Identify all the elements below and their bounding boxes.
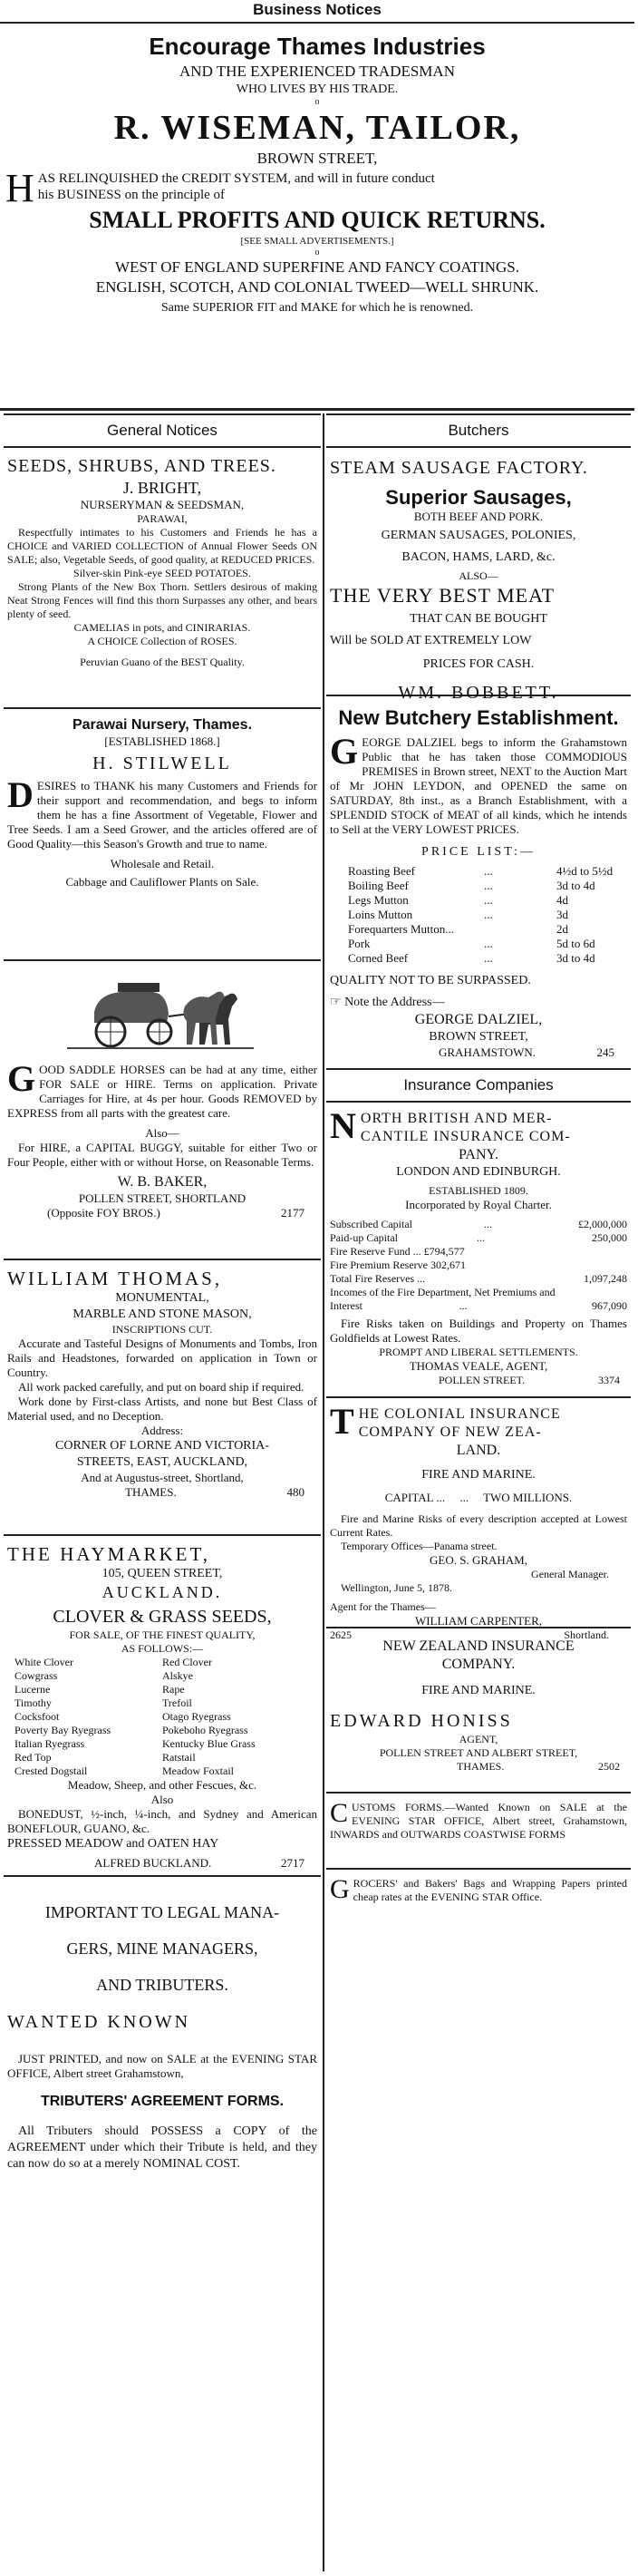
- nz-insurance-ad: [326, 1628, 631, 1793]
- nb-cities: LONDON AND EDINBURGH.: [396, 1165, 561, 1179]
- column-divider: [323, 413, 324, 2571]
- drop-cap: G: [330, 1874, 350, 1904]
- thomas-mason: MARBLE AND STONE MASON,: [72, 1307, 252, 1321]
- drop-cap: G: [7, 1058, 36, 1099]
- parawai-ad: [4, 709, 321, 961]
- bobbett-name: WM. BOBBETT.: [398, 683, 559, 703]
- grocers-body: ROCERS' and Bakers' Bags and Wrapping Papers printed cheap rates at the EVENING STAR Office.: [353, 1877, 627, 1903]
- dalziel-ad: [326, 696, 631, 1070]
- colonial-ad: [326, 1398, 631, 1641]
- ad-number: 3374: [598, 1374, 620, 1386]
- honiss-thames: THAMES.: [457, 1760, 505, 1773]
- price-item: Legs Mutton: [348, 893, 409, 907]
- thomas-monumental: MONUMENTAL,: [115, 1291, 209, 1305]
- price-row: [330, 908, 627, 922]
- price-row: [330, 937, 627, 951]
- haymarket-street: 105, QUEEN STREET,: [102, 1567, 223, 1580]
- bright-body: Respectfully intimates to his Customers and Friends he has a CHOICE and VARIED COLLECTION of Annual Flower Seeds ON SALE; also, Vegetable Seeds, of good quality, at REDUCED PRICES.: [7, 526, 317, 566]
- general-notices-header: General Notices: [4, 413, 321, 448]
- baker-ad: [4, 961, 321, 1260]
- financial-row: [330, 1299, 627, 1313]
- section-banner: Business Notices: [0, 0, 634, 24]
- financial-value: [564, 1286, 627, 1299]
- financial-row: [330, 1218, 627, 1231]
- bright-trade: NURSERYMAN & SEEDSMAN,: [80, 498, 245, 511]
- tweed-line: ENGLISH, SCOTCH, AND COLONIAL TWEED—WELL SHRUNK.: [95, 278, 539, 296]
- financial-dots: ...: [483, 1218, 492, 1230]
- thomas-body-3: Work done by First-class Artists, and none but Best Class of Material used, and no Deception.: [7, 1395, 317, 1423]
- dalziel-body: EORGE DALZIEL begs to inform the Grahamstown Public that he has taken those COMMODIOUS PREMISES in Brown street, NEXT to the Auction Mart of Mr JOHN LEYDON, and OPENED the same on SATURDAY, 8th inst., as a Branch Establishment, with a SPLENDID STOCK of MEAT of all kinds, which he intends to Sell at the VERY LOWEST PRICES.: [330, 735, 627, 836]
- financial-dots: ...: [477, 1231, 485, 1244]
- price-row: [330, 922, 627, 937]
- financial-label: Incomes of the Fire Department, Net Premiums and: [330, 1286, 556, 1298]
- bobbett-best: THE VERY BEST MEAT: [330, 584, 556, 607]
- seed-item: Otago Ryegrass: [162, 1710, 231, 1723]
- legal-body-2: All Tributers should POSSESS a COPY of the AGREEMENT under which their Tribute is held, and they can now do so at a merely NOMINAL COST.: [7, 2124, 317, 2171]
- financial-value: £2,000,000: [577, 1218, 627, 1230]
- financial-dots: ...: [459, 1299, 468, 1312]
- nb-title-1: ORTH BRITISH AND MER-: [360, 1111, 553, 1126]
- top-divider: [0, 408, 634, 411]
- legal-ad: [4, 1877, 321, 2171]
- nb-risks: Fire Risks taken on Buildings and Property on Thames Goldfields at Lowest Rates.: [330, 1317, 627, 1345]
- drop-cap: D: [7, 774, 34, 815]
- bright-name: J. BRIGHT,: [122, 479, 202, 497]
- price-dots: ...: [484, 893, 493, 907]
- nb-established: ESTABLISHED 1809.: [429, 1184, 528, 1197]
- financial-value: 250,000: [592, 1231, 627, 1244]
- tributers-forms: TRIBUTERS' AGREEMENT FORMS.: [40, 2094, 285, 2109]
- price-row: [330, 951, 627, 966]
- legal-line-1: IMPORTANT TO LEGAL MANA-: [44, 1903, 280, 1921]
- price-item: Corned Beef: [348, 951, 409, 965]
- price-dots: ...: [484, 908, 493, 921]
- financial-value: 967,090: [591, 1299, 627, 1312]
- colonial-agent-for: Agent for the Thames—: [330, 1600, 436, 1613]
- financial-value: [564, 1259, 627, 1272]
- ad-number: 245: [596, 1045, 614, 1059]
- colonial-capital: CAPITAL ... ... TWO MILLIONS.: [384, 1491, 573, 1504]
- thomas-address-1: CORNER OF LORNE AND VICTORIA-: [55, 1439, 269, 1453]
- bobbett-prices: PRICES FOR CASH.: [422, 657, 535, 671]
- colonial-date: Wellington, June 5, 1878.: [341, 1581, 453, 1594]
- drop-cap: N: [330, 1105, 357, 1146]
- baker-address: POLLEN STREET, SHORTLAND: [78, 1191, 246, 1205]
- colonial-fire-marine: FIRE AND MARINE.: [421, 1468, 536, 1482]
- price-value: 4½d to 5½d: [556, 864, 614, 878]
- bright-place: PARAWAI,: [137, 512, 188, 525]
- price-item: Pork: [348, 937, 371, 950]
- parawai-body: ESIRES to THANK his many Customers and Friends for their support and recommendation, and begs to inform them he has a fine Assortment of Vegetable, Flower and Tree Seeds. I am a Seed Grower, and the articles offered are of Good Quality—this Season's Growth and true to name.: [7, 779, 317, 851]
- haymarket-title: THE HAYMARKET,: [7, 1543, 210, 1565]
- price-value: 3d: [556, 908, 568, 921]
- dalziel-quality: QUALITY NOT TO BE SURPASSED.: [330, 974, 531, 987]
- right-column: [326, 413, 631, 1931]
- tailor-name: R. WISEMAN, TAILOR,: [113, 109, 521, 147]
- price-value: 4d: [556, 893, 568, 907]
- colonial-title-2: COMPANY OF NEW ZEA-: [358, 1424, 542, 1440]
- bright-thorn: Strong Plants of the New Box Thorn. Settlers desirous of making Neat Strong Fences will find this thorn Surpasses any other, and bears plenty of seed.: [7, 580, 317, 620]
- nb-agent: THOMAS VEALE, AGENT,: [409, 1359, 548, 1373]
- seed-item: Red Clover: [162, 1656, 212, 1668]
- financial-value: 1,097,248: [583, 1272, 627, 1285]
- price-row: [330, 893, 627, 908]
- nb-title-3: PANY.: [458, 1147, 499, 1162]
- carriage-illustration: [58, 967, 266, 1057]
- butchers-header: Butchers: [326, 413, 631, 448]
- nb-charter: Incorporated by Royal Charter.: [405, 1198, 552, 1211]
- financial-row: [330, 1231, 627, 1245]
- seed-item: Trefoil: [162, 1696, 192, 1709]
- thomas-title: WILLIAM THOMAS,: [7, 1268, 223, 1289]
- parawai-wholesale: Wholesale and Retail.: [110, 857, 215, 870]
- insurance-header: Insurance Companies: [326, 1070, 631, 1103]
- financial-label: Fire Reserve Fund ... £794,577: [330, 1245, 465, 1258]
- seed-item: Cowgrass: [14, 1669, 58, 1682]
- colonial-title-1: HE COLONIAL INSURANCE: [358, 1406, 561, 1422]
- colonial-title-3: LAND.: [456, 1443, 501, 1458]
- baker-also: Also—: [145, 1126, 179, 1140]
- haymarket-follows: AS FOLLOWS:—: [121, 1642, 204, 1655]
- bright-ad: [4, 448, 321, 709]
- parawai-cabbage: Cabbage and Cauliflower Plants on Sale.: [65, 875, 259, 889]
- honiss-agent: AGENT,: [459, 1733, 498, 1745]
- separator: o: [314, 97, 320, 107]
- bobbett-superior: Superior Sausages,: [385, 486, 572, 509]
- bobbett-german: GERMAN SAUSAGES, POLONIES,: [381, 529, 576, 542]
- haymarket-fescues: Meadow, Sheep, and other Fescues, &c.: [67, 1778, 257, 1792]
- bobbett-also: ALSO—: [459, 569, 498, 582]
- drop-cap: G: [330, 731, 359, 772]
- drop-cap: C: [330, 1798, 349, 1828]
- ad-number: 2177: [281, 1206, 304, 1220]
- seed-item: Alskye: [162, 1669, 193, 1682]
- price-item: Forequarters Mutton...: [348, 922, 454, 936]
- financial-row: [330, 1286, 627, 1299]
- nb-pollen: POLLEN STREET.: [439, 1374, 526, 1386]
- bright-camelias: CAMELIAS in pots, and CINIRARIAS.: [73, 621, 251, 634]
- ad-slogan: SMALL PROFITS AND QUICK RETURNS.: [89, 207, 546, 233]
- seed-item: Ratstail: [162, 1751, 196, 1764]
- legal-line-2: GERS, MINE MANAGERS,: [66, 1939, 258, 1958]
- seed-item: Pokeboho Ryegrass: [162, 1724, 248, 1736]
- parawai-title: Parawai Nursery, Thames.: [72, 717, 253, 733]
- bobbett-title: STEAM SAUSAGE FACTORY.: [330, 458, 588, 478]
- bobbett-bacon: BACON, HAMS, LARD, &c.: [401, 550, 556, 564]
- dalziel-town: GRAHAMSTOWN.: [439, 1045, 536, 1059]
- coatings-line: WEST OF ENGLAND SUPERFINE AND FANCY COATINGS.: [115, 258, 519, 276]
- price-value: 3d to 4d: [556, 951, 595, 965]
- bobbett-ad: [326, 448, 631, 703]
- bright-roses: A CHOICE Collection of ROSES.: [87, 635, 237, 647]
- thomas-body-2: All work packed carefully, and put on board ship if required.: [18, 1380, 304, 1394]
- financial-value: [564, 1245, 627, 1259]
- wanted-known: WANTED KNOWN: [7, 2012, 191, 2032]
- legal-line-3: AND TRIBUTERS.: [96, 1976, 228, 1994]
- financial-label: Total Fire Reserves ...: [330, 1272, 426, 1285]
- haymarket-signature: ALFRED BUCKLAND.: [94, 1856, 212, 1870]
- dalziel-title: New Butchery Establishment.: [338, 706, 619, 729]
- price-value: 5d to 6d: [556, 937, 595, 950]
- dalziel-street: BROWN STREET,: [429, 1030, 528, 1044]
- legal-body: JUST PRINTED, and now on SALE at the EVENING STAR OFFICE, Albert street Grahamstown,: [7, 2052, 317, 2080]
- price-item: Boiling Beef: [348, 879, 409, 892]
- price-dots: ...: [484, 937, 493, 950]
- ad-number: 2502: [598, 1760, 620, 1773]
- colonial-carpenter: WILLIAM CARPENTER,: [414, 1614, 543, 1628]
- fit-line: Same SUPERIOR FIT and MAKE for which he is renowned.: [160, 301, 474, 315]
- colonial-manager: GEO. S. GRAHAM,: [430, 1553, 527, 1567]
- drop-cap: T: [330, 1401, 355, 1442]
- haymarket-seeds: CLOVER & GRASS SEEDS,: [53, 1607, 272, 1627]
- colonial-body: Fire and Marine Risks of every description accepted at Lowest Current Rates.: [330, 1512, 627, 1539]
- seed-item: Meadow Foxtail: [162, 1764, 234, 1777]
- price-list-heading: PRICE LIST:—: [421, 845, 536, 859]
- separator-2: o: [314, 248, 320, 258]
- seed-item: Rape: [162, 1683, 185, 1696]
- thomas-thames: THAMES.: [125, 1485, 177, 1499]
- nz-title-2: COMPANY.: [441, 1657, 516, 1672]
- seed-item: Poverty Bay Ryegrass: [14, 1724, 111, 1736]
- seed-list: [7, 1656, 317, 1778]
- haymarket-sale: FOR SALE, OF THE FINEST QUALITY,: [69, 1628, 256, 1641]
- wiseman-advertisement: [5, 25, 629, 404]
- customs-ad: [326, 1793, 631, 1870]
- ad-subhead-2: WHO LIVES BY HIS TRADE.: [236, 83, 399, 96]
- seed-item: Timothy: [14, 1696, 52, 1709]
- drop-cap: H: [5, 166, 34, 210]
- seed-item: Kentucky Blue Grass: [162, 1737, 256, 1750]
- nz-title-1: NEW ZEALAND INSURANCE: [382, 1638, 575, 1654]
- nz-fire-marine: FIRE AND MARINE.: [421, 1684, 536, 1697]
- bobbett-sold: Will be SOLD AT EXTREMELY LOW: [330, 634, 532, 647]
- price-value: 3d to 4d: [556, 879, 595, 892]
- price-dots: ...: [484, 879, 493, 892]
- thomas-ad: [4, 1260, 321, 1536]
- stilwell-name: H. STILWELL: [92, 753, 232, 773]
- price-item: Roasting Beef: [348, 864, 416, 878]
- ad-body-line-1: AS RELINQUISHED the CREDIT SYSTEM, and will in future conduct: [37, 171, 435, 186]
- parawai-established: [ESTABLISHED 1868.]: [104, 734, 220, 748]
- ad-headline: Encourage Thames Industries: [149, 33, 486, 60]
- price-list: [330, 864, 627, 966]
- price-dots: ...: [484, 864, 493, 878]
- price-item: Loins Mutton: [348, 908, 413, 921]
- haymarket-also: Also: [150, 1793, 174, 1806]
- see-small-ads: [SEE SMALL ADVERTISEMENTS.]: [240, 236, 394, 247]
- financial-row: [330, 1272, 627, 1286]
- nb-financials: [330, 1218, 627, 1313]
- financial-label: Subscribed Capital: [330, 1218, 412, 1230]
- baker-buggy: For HIRE, a CAPITAL BUGGY, suitable for either Two or Four People, either with or without Horse, on Reasonable Terms.: [7, 1141, 317, 1169]
- seed-item: White Clover: [14, 1656, 73, 1668]
- honiss-name: EDWARD HONISS: [330, 1711, 513, 1731]
- thomas-address-3: And at Augustus-street, Shortland,: [81, 1471, 244, 1484]
- ad-body-line-2: his BUSINESS on the principle of: [37, 188, 226, 202]
- baker-name: W. B. BAKER,: [117, 1174, 208, 1190]
- haymarket-city: AUCKLAND.: [102, 1583, 223, 1601]
- thomas-inscriptions: INSCRIPTIONS CUT.: [111, 1323, 213, 1336]
- dalziel-note: ☞ Note the Address—: [330, 996, 445, 1009]
- dalziel-name: GEORGE DALZIEL,: [414, 1012, 543, 1027]
- haymarket-hay: PRESSED MEADOW and OATEN HAY: [7, 1837, 219, 1851]
- baker-body: OOD SADDLE HORSES can be had at any time, either FOR SALE or HIRE. Terms on application. Private Carriages for Hire, at 4s per hour. Goods REMOVED by EXPRESS from all parts with the greatest care.: [7, 1063, 317, 1120]
- pointing-hand-icon: ☞: [330, 996, 345, 1009]
- north-british-ad: [326, 1103, 631, 1398]
- seed-item: Red Top: [14, 1751, 52, 1764]
- price-dots: ...: [484, 951, 493, 965]
- thomas-address-2: STREETS, EAST, AUCKLAND,: [76, 1455, 248, 1469]
- financial-label: Fire Premium Reserve 302,671: [330, 1259, 466, 1271]
- ad-subhead: AND THE EXPERIENCED TRADESMAN: [179, 63, 455, 80]
- ad-number: 2717: [281, 1856, 304, 1870]
- financial-label: Paid-up Capital: [330, 1231, 398, 1244]
- nb-prompt: PROMPT AND LIBERAL SETTLEMENTS.: [379, 1346, 578, 1358]
- colonial-shortland: Shortland.: [564, 1628, 609, 1641]
- price-value: 2d: [556, 922, 568, 936]
- seed-item: Cocksfoot: [14, 1710, 60, 1723]
- price-row: [330, 879, 627, 893]
- bright-title: SEEDS, SHRUBS, AND TREES.: [7, 456, 276, 476]
- bright-guano: Peruvian Guano of the BEST Quality.: [80, 656, 245, 668]
- ad-number: 2625: [330, 1628, 352, 1641]
- seed-item: Crested Dogstail: [14, 1764, 88, 1777]
- haymarket-ad: [4, 1536, 321, 1877]
- colonial-offices: Temporary Offices—Panama street.: [341, 1540, 498, 1552]
- customs-body: USTOMS FORMS.—Wanted Known on SALE at the EVENING STAR OFFICE, Albert street, Grahamstown, INWARDS and OUTWARDS COASTWISE FORMS: [330, 1801, 627, 1841]
- seed-item: Italian Ryegrass: [14, 1737, 85, 1750]
- baker-opposite: (Opposite FOY BROS.): [47, 1206, 160, 1220]
- haymarket-bonedust: BONEDUST, ½-inch, ¼-inch, and Sydney and American BONEFLOUR, GUANO, &c.: [7, 1807, 317, 1835]
- tailor-street: BROWN STREET,: [256, 150, 378, 167]
- financial-row: [330, 1245, 627, 1259]
- price-row: [330, 864, 627, 879]
- bobbett-bought: THAT CAN BE BOUGHT: [410, 612, 547, 626]
- price-dots: [484, 922, 556, 937]
- financial-label: Interest: [330, 1299, 362, 1312]
- bobbett-both: BOTH BEEF AND PORK.: [413, 510, 544, 523]
- financial-row: [330, 1259, 627, 1272]
- grocers-ad: [326, 1870, 631, 1931]
- ad-number: 480: [286, 1485, 304, 1499]
- nb-title-2: CANTILE INSURANCE COM-: [360, 1129, 571, 1144]
- thomas-address-heading: Address:: [140, 1424, 184, 1437]
- thomas-body: Accurate and Tasteful Designs of Monuments and Tombs, Iron Rails and Headstones, forwarded on application in Town or Country.: [7, 1337, 317, 1379]
- seed-item: Lucerne: [14, 1683, 51, 1696]
- honiss-address: POLLEN STREET AND ALBERT STREET,: [379, 1746, 578, 1759]
- colonial-gm: General Manager.: [531, 1568, 609, 1580]
- left-column: [4, 413, 321, 2171]
- bright-potatoes: Silver-skin Pink-eye SEED POTATOES.: [73, 567, 251, 579]
